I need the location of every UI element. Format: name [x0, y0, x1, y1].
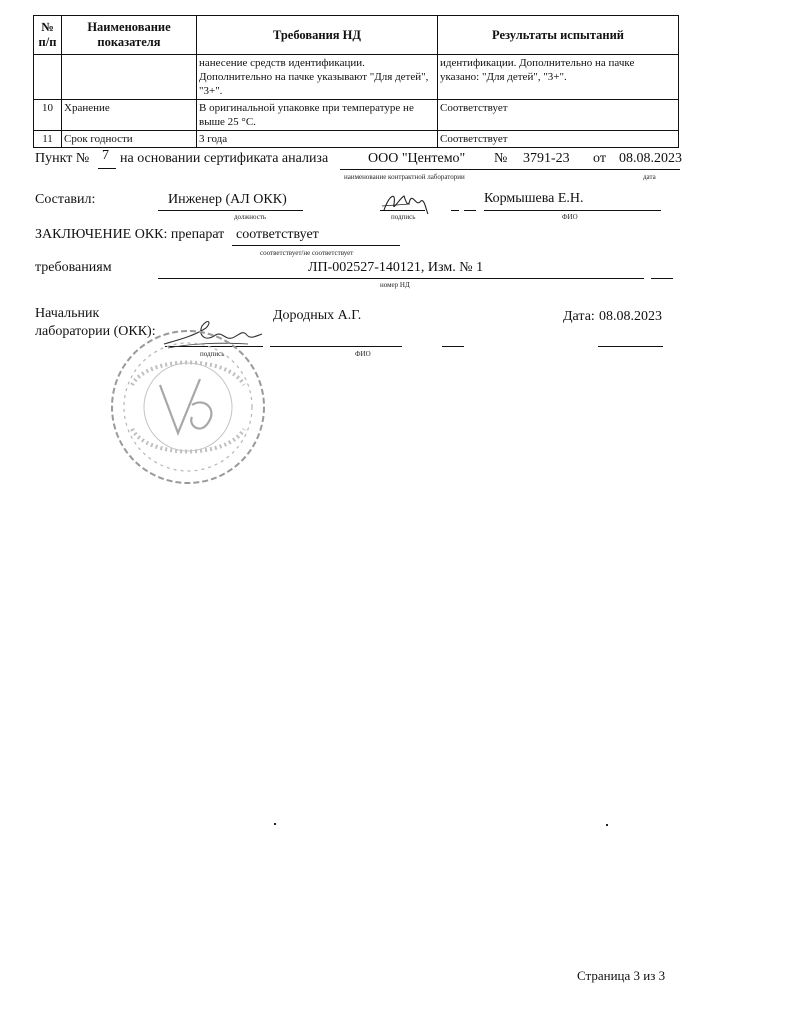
header-requirements: Требования НД	[197, 16, 438, 55]
header-num: № п/п	[34, 16, 62, 55]
nd-number: ЛП-002527-140121, Изм. № 1	[308, 260, 484, 275]
results-table	[33, 15, 679, 148]
row-num: 10	[34, 100, 62, 131]
table-row	[34, 55, 679, 100]
requirements-label: требованиям	[35, 260, 112, 275]
row-num: 11	[34, 131, 62, 148]
row-name: Срок годности	[62, 131, 197, 148]
caption-name: ФИО	[562, 213, 578, 221]
row-requirement: 3 года	[197, 131, 438, 148]
clause-cert-number: 3791-23	[523, 151, 570, 166]
caption-lab: наименование контрактной лаборатории	[344, 173, 465, 181]
header-name: Наименование показателя	[62, 16, 197, 55]
row-name	[62, 55, 197, 100]
conclusion-value: соответствует	[236, 227, 319, 242]
clause-basis: на основании сертификата анализа	[120, 151, 329, 166]
head-date: 08.08.2023	[599, 309, 662, 324]
caption-nd: номер НД	[380, 281, 410, 289]
stray-mark	[274, 823, 276, 825]
caption-signature: подпись	[391, 213, 416, 221]
row-name: Хранение	[62, 100, 197, 131]
head-label-line1: Начальник	[35, 306, 100, 321]
head-name: Дородных А.Г.	[273, 308, 362, 323]
caption-position: должность	[234, 213, 267, 221]
clause-date: 08.08.2023	[619, 151, 682, 166]
clause-prefix: Пункт №	[35, 151, 90, 166]
stray-mark	[606, 824, 608, 826]
compiled-name: Кормышева Е.Н.	[484, 191, 584, 206]
caption-date: дата	[643, 173, 656, 181]
table-row	[34, 100, 679, 131]
row-result: идентификации. Дополнительно на пачке указано: "Для детей", "3+".	[438, 55, 679, 100]
clause-lab: ООО "Центемо"	[368, 151, 466, 166]
table-row	[34, 131, 679, 148]
compiled-label: Составил:	[35, 192, 96, 207]
row-result: Соответствует	[438, 131, 679, 148]
head-date-label: Дата:	[563, 309, 595, 324]
clause-from: от	[593, 151, 606, 166]
compiled-position: Инженер (АЛ ОКК)	[168, 192, 287, 207]
laboratory-stamp-icon	[108, 325, 270, 490]
header-results: Результаты испытаний	[438, 16, 679, 55]
caption-head-signature: подпись	[200, 350, 225, 358]
conclusion-label: ЗАКЛЮЧЕНИЕ ОКК: препарат	[35, 227, 225, 242]
clause-num-sign: №	[494, 151, 508, 166]
row-requirement: нанесение средств идентификации. Дополнительно на пачке указывают "Для детей", "3+".	[197, 55, 438, 100]
page-number: Страница 3 из 3	[577, 968, 666, 983]
caption-head-name: ФИО	[355, 350, 371, 358]
row-requirement: В оригинальной упаковке при температуре не выше 25 °С.	[197, 100, 438, 131]
row-result: Соответствует	[438, 100, 679, 131]
clause-number: 7	[102, 148, 109, 163]
head-label-line2: лаборатории (ОКК):	[35, 324, 156, 339]
row-num	[34, 55, 62, 100]
caption-conformity: соответствует/не соответствует	[260, 249, 354, 257]
